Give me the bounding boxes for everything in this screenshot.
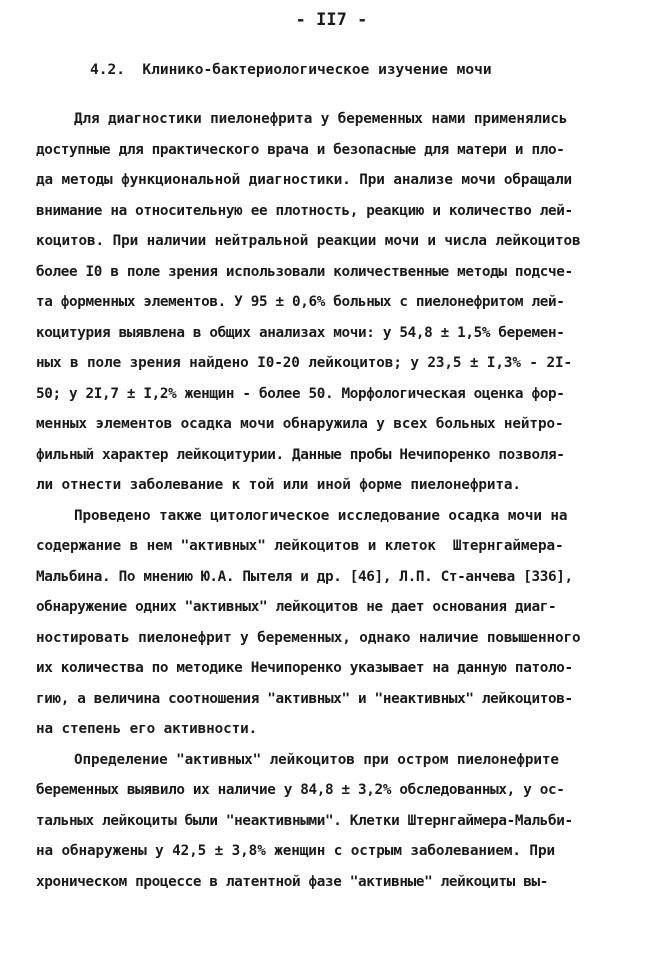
text-line: хроническом процессе в латентной фазе "активные" лейкоциты вы- xyxy=(36,873,548,890)
text-line: да методы функциональной диагностики. При анализе мочи обращали xyxy=(36,172,572,188)
text-line: Проведено также цитологическое исследование осадка мочи на xyxy=(74,507,568,524)
text-line: ли отнести заболевание к той или иной форме пиелонефрита. xyxy=(36,477,521,493)
section-title: Клинико-бактериологическое изучение мочи xyxy=(142,62,492,78)
text-line: на степень его активности. xyxy=(36,721,258,737)
text-line: 50; у 2I,7 ± I,2% женщин - более 50. Морфологическая оценка фор- xyxy=(36,385,565,402)
section-number: 4.2. xyxy=(90,62,125,78)
text-line: доступные для практического врача и безопасные для матери и пло- xyxy=(36,141,565,158)
section-heading xyxy=(90,62,492,78)
text-line: их количества по методике Нечипоренко указывает на данную патоло- xyxy=(36,660,573,676)
body-text xyxy=(36,104,636,897)
text-line: менных элементов осадка мочи обнаружила у всех больных нейтро- xyxy=(36,416,564,432)
text-line: внимание на относительную ее плотность, реакцию и количество лей- xyxy=(36,202,573,219)
text-line: Определение "активных" лейкоцитов при остром пиелонефрите xyxy=(74,751,559,768)
text-line: Мальбина. По мнению Ю.А. Пытеля и др. [46], Л.П. Ст-анчева [336], xyxy=(36,568,573,585)
text-line: более I0 в поле зрения использовали количественные методы подсче- xyxy=(36,263,573,280)
page-number: - II7 - xyxy=(295,10,368,30)
text-line: тальных лейкоциты были "неактивными". Клетки Штернгаймера-Мальби- xyxy=(36,812,573,829)
text-line: Для диагностики пиелонефрита у беременных нами применялись xyxy=(74,111,568,127)
text-line: беременных выявило их наличие у 84,8 ± 3,2% обследованных, у ос- xyxy=(36,782,565,798)
text-line: обнаружение одних "активных" лейкоцитов не дает основания диаг- xyxy=(36,599,557,615)
text-line: фильный характер лейкоцитурии. Данные пробы Нечипоренко позволя- xyxy=(36,446,565,463)
text-line: на обнаружены у 42,5 ± 3,8% женщин с острым заболеванием. При xyxy=(36,843,555,859)
text-line: коцитурия выявлена в общих анализах мочи: у 54,8 ± 1,5% беремен- xyxy=(36,324,565,341)
text-line: содержание в нем "активных" лейкоцитов и клеток Штернгаймера- xyxy=(36,538,564,554)
text-line: та форменных элементов. У 95 ± 0,6% больных с пиелонефритом лей- xyxy=(36,294,565,310)
text-line: ностировать пиелонефрит у беременных, однако наличие повышенного xyxy=(36,629,581,646)
text-line: гию, а величина соотношения "активных" и "неактивных" лейкоцитов- xyxy=(36,690,573,707)
text-line: коцитов. При наличии нейтральной реакции мочи и числа лейкоцитов xyxy=(36,233,581,249)
text-line: ных в поле зрения найдено I0-20 лейкоцитов; у 23,5 ± I,3% - 2I- xyxy=(36,355,572,371)
